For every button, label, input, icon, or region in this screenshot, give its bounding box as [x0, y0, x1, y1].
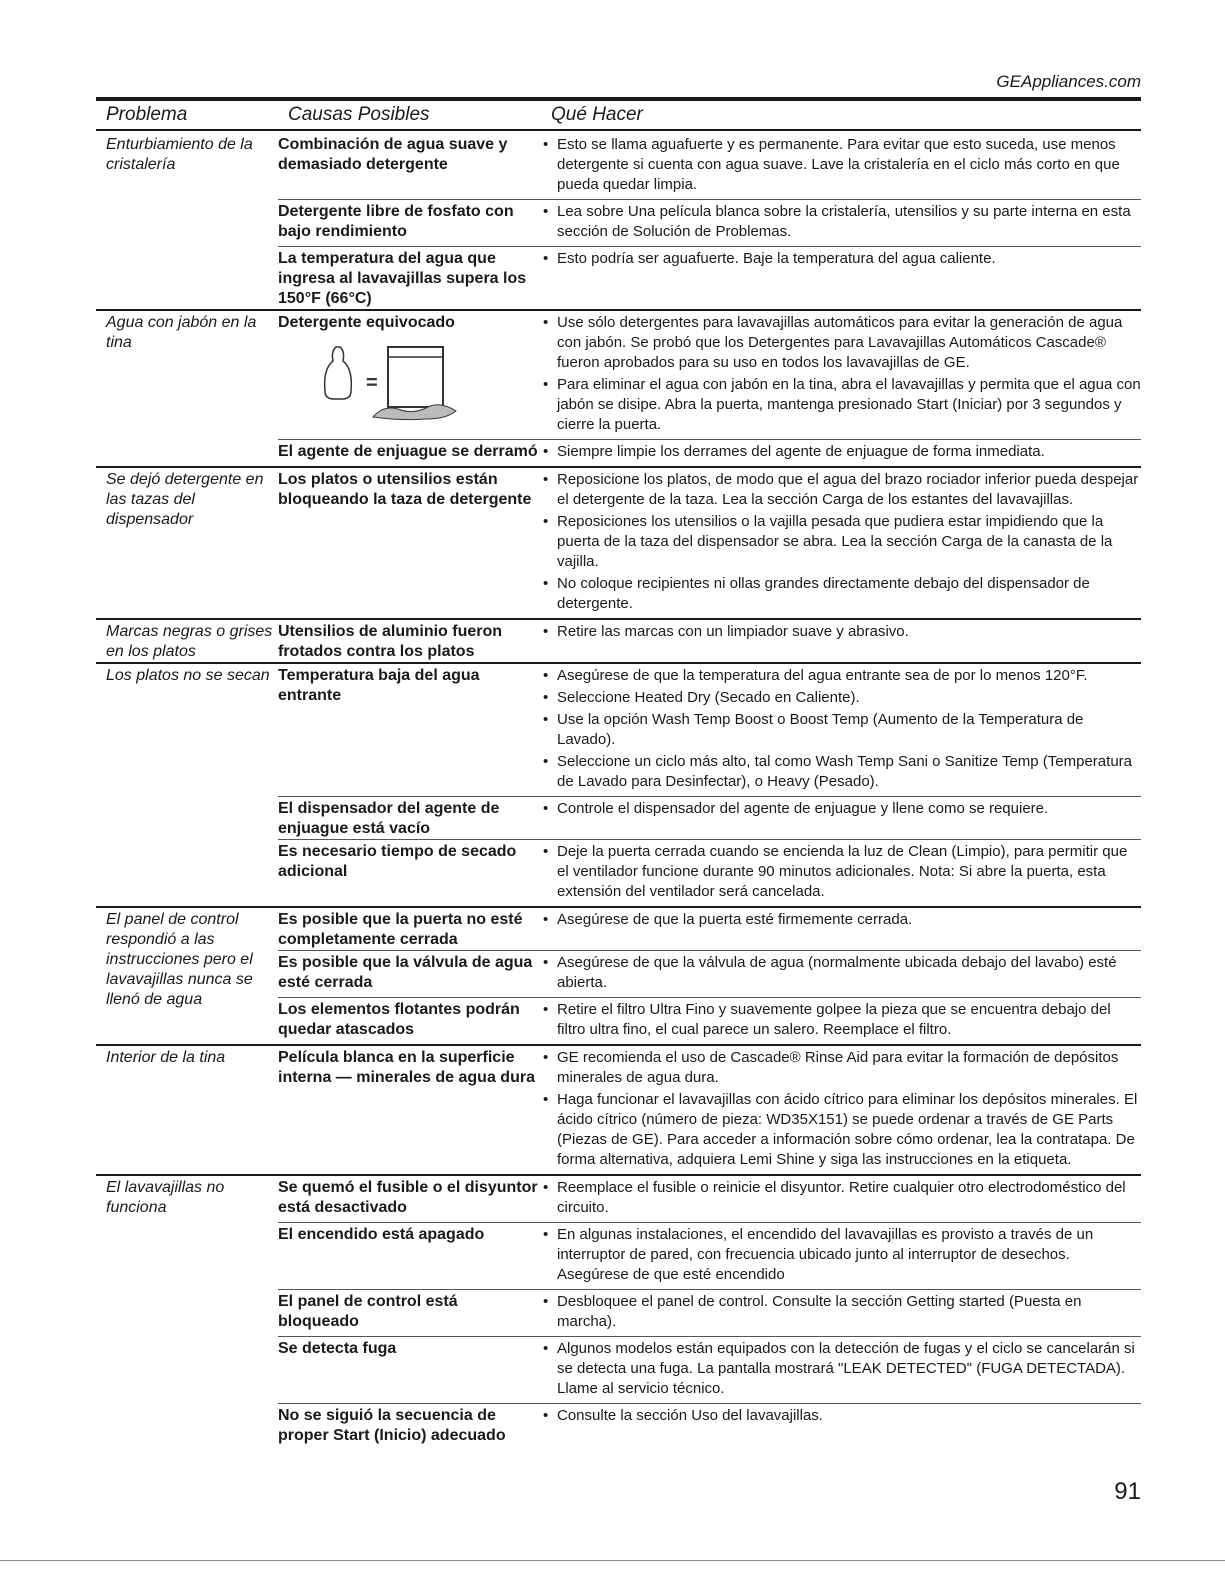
- problem-cell: Enturbiamiento de la cristalería: [106, 136, 253, 173]
- causes-group: [278, 1046, 1141, 1174]
- cause-cell: [278, 247, 541, 309]
- causes-group: [278, 908, 1141, 1044]
- fix-item: • Controle el dispensador del agente de enjuague y llene como se requiere.: [541, 799, 1141, 819]
- cause-text: Los platos o utensilios están bloqueando la taza de detergente: [278, 471, 532, 508]
- causes-group: [278, 468, 1141, 618]
- fix-item: • GE recomienda el uso de Cascade® Rinse Aid para evitar la formación de depósitos minerales de agua dura.: [541, 1048, 1141, 1088]
- cause-row: [278, 1337, 1141, 1404]
- cause-cell: [278, 908, 541, 950]
- cause-cell: [278, 133, 541, 199]
- cause-text: Película blanca en la superficie interna — minerales de agua dura: [278, 1049, 535, 1086]
- cause-row: [278, 797, 1141, 840]
- fix-list: [541, 1176, 1141, 1222]
- cause-cell: [278, 468, 541, 618]
- fix-item: • Lea sobre Una película blanca sobre la cristalería, utensilios y su parte interna en esta sección de Solución de Problemas.: [541, 202, 1141, 242]
- fix-item: • Retire las marcas con un limpiador suave y abrasivo.: [541, 622, 1141, 642]
- problem-cell: El panel de control respondió a las instrucciones pero el lavavajillas nunca se llenó de agua: [106, 911, 253, 1008]
- page-bottom-rule: [0, 1560, 1225, 1561]
- fix-list: [541, 440, 1141, 466]
- table-row: [96, 620, 1141, 664]
- fix-item: • Siempre limpie los derrames del agente de enjuague de forma inmediata.: [541, 442, 1141, 462]
- cause-text: Es necesario tiempo de secado adicional: [278, 843, 517, 880]
- causes-group: [278, 620, 1141, 662]
- fix-list: [541, 664, 1141, 796]
- fix-list: [541, 1223, 1141, 1289]
- problem-cell: Los platos no se secan: [106, 667, 270, 684]
- problem-cell: El lavavajillas no funciona: [106, 1179, 225, 1216]
- fix-list: [541, 998, 1141, 1044]
- cause-cell: [278, 440, 541, 466]
- fix-list: [541, 797, 1141, 839]
- cause-text: El agente de enjuague se derramó: [278, 443, 538, 460]
- troubleshooting-table: [96, 133, 1141, 1446]
- cause-text: El encendido está apagado: [278, 1226, 485, 1243]
- fix-list: [541, 1046, 1141, 1174]
- fix-item: • Reposiciones los utensilios o la vajilla pesada que pudiera estar impidiendo que la puerta de la taza del dispensador se abra. Lea la sección Carga de la canasta de la vajilla.: [541, 512, 1141, 572]
- fix-item: • Use la opción Wash Temp Boost o Boost Temp (Aumento de la Temperatura de Lavado).: [541, 710, 1141, 750]
- cause-cell: [278, 951, 541, 997]
- cause-cell: [278, 1337, 541, 1403]
- cause-text: No se siguió la secuencia de proper Start (Inicio) adecuado: [278, 1407, 506, 1444]
- causes-group: [278, 664, 1141, 906]
- causes-group: [278, 133, 1141, 309]
- fix-list: [541, 1404, 1141, 1446]
- cause-cell: [278, 200, 541, 246]
- site-url: GEAppliances.com: [996, 72, 1141, 91]
- fix-item: • Esto se llama aguafuerte y es permanente. Para evitar que esto suceda, use menos detergente si cuenta con agua suave. Lave la cristalería en el ciclo más corto en que pueda quedar limpia.: [541, 135, 1141, 195]
- fix-item: • Algunos modelos están equipados con la detección de fugas y el ciclo se cancelarán si se detecta una fuga. La pantalla mostrará "LEAK DETECTED" (FUGA DETECTADA). Llame al servicio técnico.: [541, 1339, 1141, 1399]
- cause-row: [278, 908, 1141, 951]
- cause-text: Utensilios de aluminio fueron frotados contra los platos: [278, 623, 503, 660]
- fix-item: • En algunas instalaciones, el encendido del lavavajillas es provisto a través de un interruptor de pared, con frecuencia ubicado junto al interruptor de desechos. Asegúrese de que esté encendido: [541, 1225, 1141, 1285]
- fix-list: [541, 468, 1141, 618]
- cause-row: [278, 200, 1141, 247]
- cause-row: [278, 1176, 1141, 1223]
- cause-cell: [278, 311, 541, 439]
- fix-item: • Reemplace el fusible o reinicie el disyuntor. Retire cualquier otro electrodoméstico del circuito.: [541, 1178, 1141, 1218]
- fix-item: • Asegúrese de que la puerta esté firmemente cerrada.: [541, 910, 1141, 930]
- causes-group: [278, 1176, 1141, 1446]
- fix-list: [541, 247, 1141, 309]
- cause-text: Es posible que la válvula de agua esté cerrada: [278, 954, 533, 991]
- fix-item: • Asegúrese de que la válvula de agua (normalmente ubicada debajo del lavabo) esté abierta.: [541, 953, 1141, 993]
- cause-row: [278, 1223, 1141, 1290]
- cause-text: El panel de control está bloqueado: [278, 1293, 458, 1330]
- cause-row: [278, 440, 1141, 466]
- svg-text:=: =: [366, 372, 378, 394]
- fix-list: [541, 133, 1141, 199]
- fix-item: • Haga funcionar el lavavajillas con ácido cítrico para eliminar los depósitos minerales. El ácido cítrico (número de pieza: WD35X151) se puede ordenar a través de GE Parts (Piezas de GE). Para acceder a información sobre cómo ordenar, lea la contratapa. De forma alternativa, adquiera Lemi Shine y siga las instrucciones en la etiqueta.: [541, 1090, 1141, 1170]
- fix-item: • Seleccione un ciclo más alto, tal como Wash Temp Sani o Sanitize Temp (Temperatura de Lavado para Desinfectar), o Heavy (Pesado).: [541, 752, 1141, 792]
- fix-list: [541, 311, 1141, 439]
- fix-list: [541, 1290, 1141, 1336]
- fix-list: [541, 951, 1141, 997]
- fix-item: • Reposicione los platos, de modo que el agua del brazo rociador inferior pueda despejar el detergente de la taza. Lea la sección Carga de los estantes del lavavajillas.: [541, 470, 1141, 510]
- causes-group: [278, 311, 1141, 466]
- cause-text: Combinación de agua suave y demasiado detergente: [278, 136, 508, 173]
- fix-item: • No coloque recipientes ni ollas grandes directamente debajo del dispensador de detergente.: [541, 574, 1141, 614]
- fix-list: [541, 840, 1141, 906]
- table-row: [96, 468, 1141, 620]
- cause-cell: [278, 1404, 541, 1446]
- cause-cell: [278, 664, 541, 796]
- fix-list: [541, 620, 1141, 662]
- cause-text: La temperatura del agua que ingresa al lavavajillas supera los 150°F (66°C): [278, 250, 527, 307]
- table-row: [96, 1176, 1141, 1446]
- cause-text: Es posible que la puerta no esté completamente cerrada: [278, 911, 523, 948]
- cause-cell: [278, 1223, 541, 1289]
- problem-cell: Interior de la tina: [106, 1049, 226, 1066]
- fix-item: • Use sólo detergentes para lavavajillas automáticos para evitar la generación de agua con jabón. Se probó que los Detergentes para Lavavajillas Automáticos Cascade® fueron aprobados para su uso en todos los lavavajillas de GE.: [541, 313, 1141, 373]
- cause-text: Se quemó el fusible o el disyuntor está desactivado: [278, 1179, 538, 1216]
- cause-text: Los elementos flotantes podrán quedar atascados: [278, 1001, 520, 1038]
- cause-cell: [278, 1290, 541, 1336]
- cause-cell: [278, 1046, 541, 1174]
- fix-item: • Desbloquee el panel de control. Consulte la sección Getting started (Puesta en marcha).: [541, 1292, 1141, 1332]
- cause-row: [278, 311, 1141, 440]
- cause-row: [278, 951, 1141, 998]
- table-row: [96, 908, 1141, 1046]
- cause-row: [278, 998, 1141, 1044]
- cause-row: [278, 247, 1141, 309]
- cause-text: Se detecta fuga: [278, 1340, 397, 1357]
- header-causes: Causas Posibles: [288, 104, 430, 125]
- table-row: [96, 1046, 1141, 1176]
- table-row: [96, 311, 1141, 468]
- cause-row: [278, 1046, 1141, 1174]
- cause-text: Detergente equivocado: [278, 314, 455, 331]
- cause-cell: [278, 998, 541, 1044]
- header-rule: [96, 97, 1141, 101]
- cause-cell: [278, 840, 541, 906]
- table-row: [96, 133, 1141, 311]
- problem-cell: Se dejó detergente en las tazas del dispensador: [106, 471, 264, 528]
- table-row: [96, 664, 1141, 908]
- cause-cell: [278, 797, 541, 839]
- page-number: 91: [1114, 1478, 1141, 1505]
- cause-cell: [278, 620, 541, 662]
- cause-row: [278, 620, 1141, 662]
- fix-item: • Seleccione Heated Dry (Secado en Caliente).: [541, 688, 1141, 708]
- problem-cell: Marcas negras o grises en los platos: [106, 623, 273, 660]
- cause-text: El dispensador del agente de enjuague está vacío: [278, 800, 500, 837]
- fix-list: [541, 200, 1141, 246]
- fix-item: • Asegúrese de que la temperatura del agua entrante sea de por lo menos 120°F.: [541, 666, 1141, 686]
- fix-item: • Consulte la sección Uso del lavavajillas.: [541, 1406, 1141, 1426]
- fix-item: • Retire el filtro Ultra Fino y suavemente golpee la pieza que se encuentra debajo del filtro ultra fino, el cual parece un salero. Reemplace el filtro.: [541, 1000, 1141, 1040]
- cause-row: [278, 664, 1141, 797]
- cause-text: Detergente libre de fosfato con bajo rendimiento: [278, 203, 514, 240]
- cause-row: [278, 1290, 1141, 1337]
- cause-row: [278, 1404, 1141, 1446]
- cause-cell: [278, 1176, 541, 1222]
- cause-text: Temperatura baja del agua entrante: [278, 667, 480, 704]
- detergent-equals-suds-illustration: [278, 339, 458, 429]
- problem-cell: Agua con jabón en la tina: [106, 314, 257, 351]
- cause-row: [278, 840, 1141, 906]
- fix-item: • Esto podría ser aguafuerte. Baje la temperatura del agua caliente.: [541, 249, 1141, 269]
- header-problem: Problema: [106, 104, 188, 125]
- header-what: Qué Hacer: [551, 104, 643, 125]
- cause-row: [278, 133, 1141, 200]
- header-underline: [96, 129, 1141, 131]
- cause-row: [278, 468, 1141, 618]
- fix-list: [541, 908, 1141, 950]
- fix-item: • Deje la puerta cerrada cuando se encienda la luz de Clean (Limpio), para permitir que el ventilador funcione durante 90 minutos adicionales. Nota: Si abre la puerta, esta extensión del ventilador será cancelada.: [541, 842, 1141, 902]
- fix-item: • Para eliminar el agua con jabón en la tina, abra el lavavajillas y permita que el agua con jabón se disipe. Abra la puerta, mantenga presionado Start (Iniciar) por 3 segundos y cierre la puerta.: [541, 375, 1141, 435]
- fix-list: [541, 1337, 1141, 1403]
